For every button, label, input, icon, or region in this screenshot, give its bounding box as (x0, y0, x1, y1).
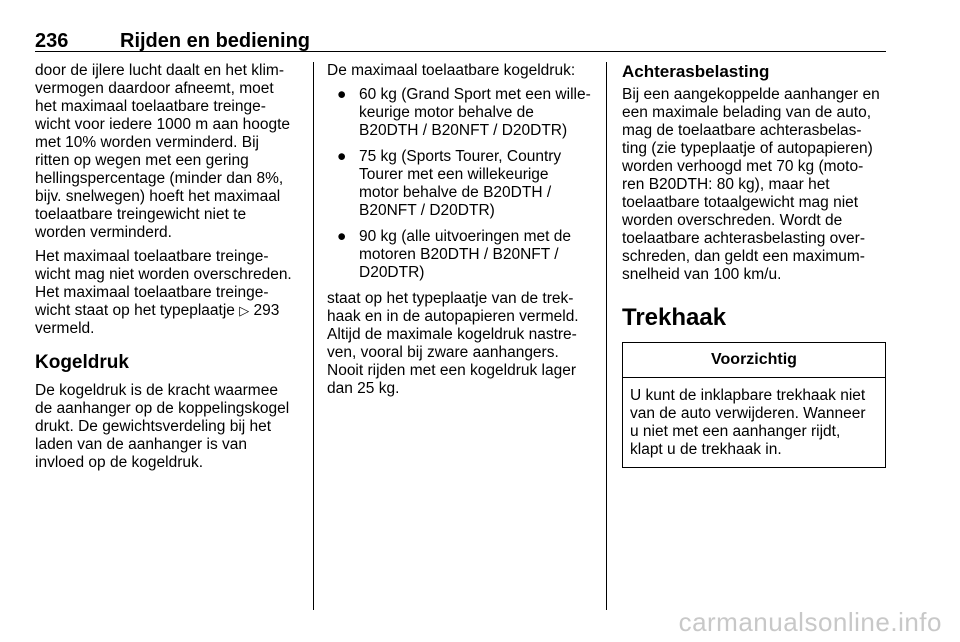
text-line: bijv. snelwegen) hoeft het maximaal (35, 188, 281, 205)
text-line: De maximaal toelaatbare kogeldruk: (327, 62, 576, 79)
text-line: dan 25 kg. (327, 380, 400, 397)
text-line: het maximaal toelaatbare treinge- (35, 98, 266, 115)
paragraph-outro (327, 290, 595, 398)
text-line: met 10% worden verminderd. Bij (35, 134, 259, 151)
text-line: Het maximaal toelaatbare treinge- (35, 284, 269, 301)
page-number: 236 (35, 30, 69, 52)
intro-text (327, 62, 595, 80)
caution-box (622, 342, 886, 468)
text-line: mag de toelaatbare achterasbelas- (622, 122, 862, 139)
text-line: de aanhanger op de koppelingskogel (35, 400, 290, 417)
text-line: Bij een aangekoppelde aanhanger en (622, 86, 880, 103)
text-line: B20NFT / D20DTR) (359, 202, 495, 219)
text-line: ven, vooral bij zware aanhangers. (327, 344, 559, 361)
text-span: wicht staat op het typeplaatje (35, 302, 235, 319)
text-line: wicht mag niet worden overschreden. (35, 266, 292, 283)
text-line: ting (zie typeplaatje of autopapieren) (622, 140, 873, 157)
column-divider (313, 62, 314, 610)
text-line: keurige motor behalve de (359, 104, 534, 121)
text-line: Nooit rijden met een kogeldruk lager (327, 362, 576, 379)
paragraph-achterasbelasting (622, 86, 888, 284)
text-line: klapt u de trekhaak in. (630, 441, 782, 458)
watermark: carmanualsonline.info (678, 607, 942, 637)
text-line: worden verhoogd met 70 kg (moto- (622, 158, 864, 175)
text-line: 75 kg (Sports Tourer, Country (359, 148, 562, 165)
paragraph-altitude (35, 62, 303, 242)
text-line: ren B20DTH: 80 kg), maar het (622, 176, 830, 193)
bullet-icon: ● (337, 228, 347, 245)
text-line: Het maximaal toelaatbare treinge- (35, 248, 269, 265)
page-reference-link[interactable]: 293 (253, 302, 280, 319)
page-reference-arrow-icon: ▷ (239, 303, 250, 318)
list-item (327, 228, 595, 282)
text-line: Tourer met een willekeurige (359, 166, 549, 183)
text-line: D20DTR) (359, 264, 425, 281)
chapter-title: Rijden en bediening (120, 30, 311, 52)
text-line: haak en in de autopapieren vermeld. (327, 308, 579, 325)
text-line: snelheid van 100 km/u. (622, 266, 782, 283)
text-line: vermeld. (35, 320, 95, 337)
text-line: motoren B20DTH / B20NFT / (359, 246, 559, 263)
text-line: U kunt de inklapbare trekhaak niet (630, 387, 866, 404)
text-line: door de ijlere lucht daalt en het klim- (35, 62, 284, 79)
text-line: laden van de aanhanger is van (35, 436, 247, 453)
text-line: Altijd de maximale kogeldruk nastre- (327, 326, 577, 343)
text-line: vermogen daardoor afneemt, moet (35, 80, 274, 97)
text-line: 90 kg (alle uitvoeringen met de (359, 228, 571, 245)
text-line: hellingspercentage (minder dan 8%, (35, 170, 284, 187)
column-left (35, 62, 303, 478)
paragraph-max-weight (35, 248, 303, 338)
text-line: toelaatbare achterasbelasting over- (622, 230, 865, 247)
text-line: motor behalve de B20DTH / (359, 184, 552, 201)
list-item (327, 86, 595, 140)
text-line: een maximale belading van de auto, (622, 104, 872, 121)
text-line: B20DTH / B20NFT / D20DTR) (359, 122, 568, 139)
section-heading-trekhaak: Trekhaak (622, 304, 727, 331)
text-line (35, 302, 303, 320)
text-line: toelaatbare totaalgewicht mag niet (622, 194, 859, 211)
section-heading-kogeldruk: Kogeldruk (35, 352, 129, 373)
text-line: staat op het typeplaatje van de trek- (327, 290, 574, 307)
text-line: invloed op de kogeldruk. (35, 454, 204, 471)
text-line: wicht voor iedere 1000 m aan hoogte (35, 116, 291, 133)
text-line: ritten op wegen met een gering (35, 152, 249, 169)
text-line: 60 kg (Grand Sport met een wille- (359, 86, 591, 103)
column-divider (606, 62, 607, 610)
section-heading-achterasbelasting: Achterasbelasting (622, 62, 770, 81)
caution-title: Voorzichtig (623, 343, 885, 378)
text-line: worden overschreden. Wordt de (622, 212, 843, 229)
text-line: schreden, dan geldt een maximum- (622, 248, 865, 265)
page-header (35, 30, 886, 52)
text-line: drukt. De gewichtsverdeling bij het (35, 418, 272, 435)
text-line: De kogeldruk is de kracht waarmee (35, 382, 278, 399)
caution-body (623, 378, 885, 467)
text-line: u niet met een aanhanger rijdt, (630, 423, 841, 440)
column-middle (327, 62, 595, 404)
text-line: worden verminderd. (35, 224, 172, 241)
bullet-icon: ● (337, 148, 347, 165)
list-item (327, 148, 595, 220)
paragraph-kogeldruk (35, 382, 303, 472)
column-right (622, 62, 888, 468)
bullet-icon: ● (337, 86, 347, 103)
text-line: van de auto verwijderen. Wanneer (630, 405, 866, 422)
text-line: toelaatbare treingewicht niet te (35, 206, 247, 223)
